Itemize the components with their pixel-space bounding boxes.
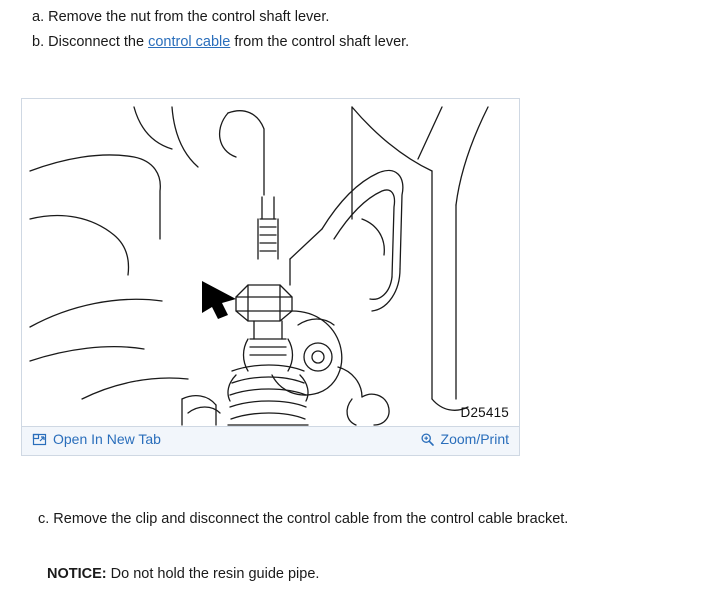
notice-text: Do not hold the resin guide pipe.: [106, 566, 320, 582]
figure-image: [22, 99, 519, 426]
control-cable-link[interactable]: control cable: [148, 34, 231, 50]
open-in-new-tab-icon: [32, 432, 47, 447]
figure-toolbar: [22, 426, 519, 455]
magnifier-icon: [420, 432, 435, 447]
open-in-new-tab-button[interactable]: [32, 431, 161, 447]
notice-label: NOTICE:: [47, 566, 107, 582]
figure-panel: [21, 98, 520, 456]
steps-bottom-group: [38, 508, 708, 530]
zoom-print-label: Zoom/Print: [440, 431, 509, 447]
step-b: [32, 30, 692, 55]
zoom-print-button[interactable]: [420, 431, 509, 447]
step-b-text-after: from the control shaft lever.: [230, 34, 410, 50]
step-b-text-before: b. Disconnect the: [32, 34, 149, 50]
open-in-new-tab-label: Open In New Tab: [53, 431, 161, 447]
step-c: c. Remove the clip and disconnect the control cable from the control cable bracket.: [38, 511, 569, 527]
notice-block: [47, 563, 319, 585]
step-a: [32, 5, 692, 30]
figure-code: D25415: [460, 405, 509, 420]
steps-top-group: [32, 5, 692, 55]
step-a-text: a. Remove the nut from the control shaft lever.: [32, 9, 330, 25]
